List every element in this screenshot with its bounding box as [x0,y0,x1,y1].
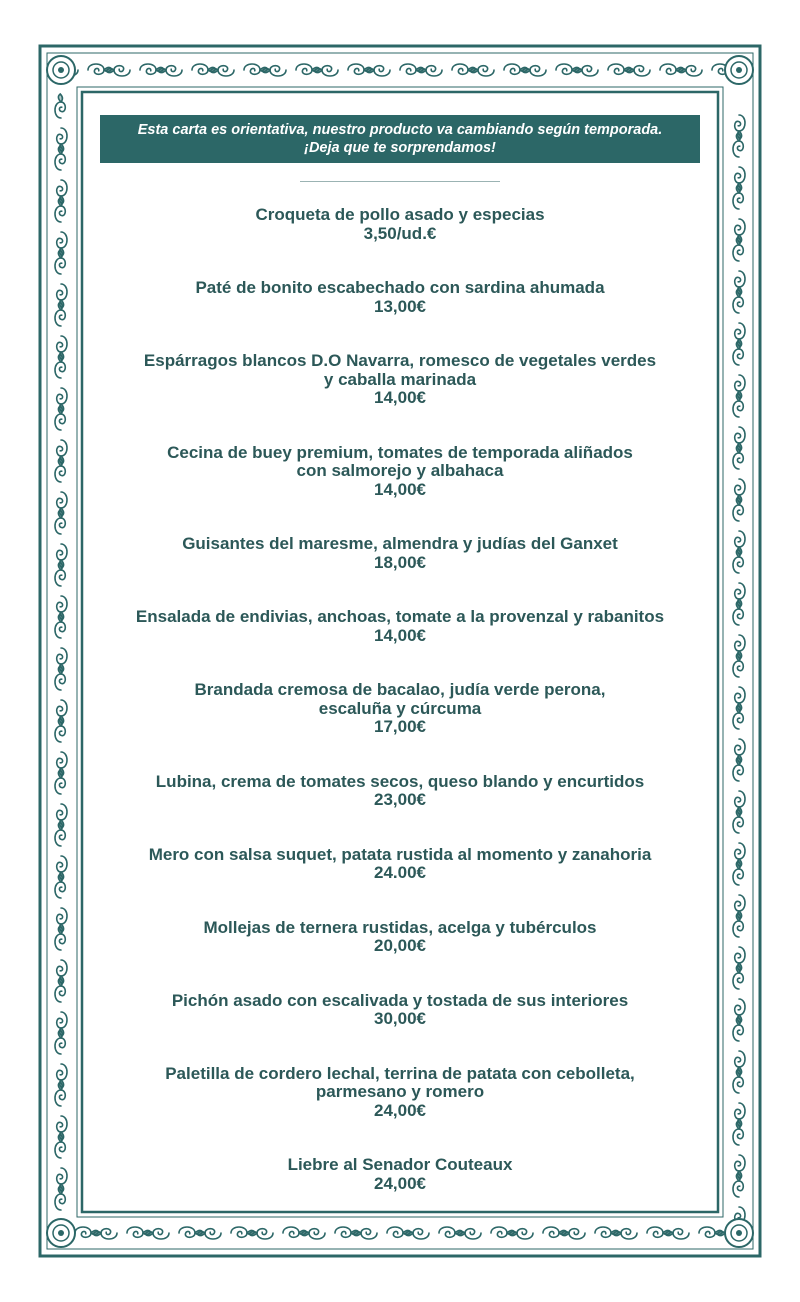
dish-name: Paté de bonito escabechado con sardina ahumada [195,278,605,297]
dish-name: Mollejas de ternera rustidas, acelga y tubérculos [203,917,597,937]
dish-price: 14,00€ [374,388,426,407]
dish-name: Liebre al Senador Couteaux [287,1155,513,1174]
dish-name: Brandada cremosa de bacalao, judía verde perona, [194,680,606,699]
dish-name: y caballa marinada [323,369,477,389]
list-item [100,846,700,883]
list-item [100,352,700,408]
list-item [100,444,700,500]
list-item [100,279,700,316]
dish-price: 17,00€ [374,717,426,736]
dish-price: 3,50/ud.€ [363,223,437,243]
dish-name: Espárragos blancos D.O Navarra, romesco de vegetales verdes [143,351,657,370]
banner-line-1: Esta carta es orientativa, nuestro producto va cambiando según temporada. [137,122,663,138]
banner-line-2: ¡Deja que te sorprendamos! [304,140,496,156]
list-item [100,1065,700,1121]
dish-price: 20,00€ [374,936,426,955]
dish-name: con salmorejo y albahaca [296,461,504,480]
dish-price: 14,00€ [374,479,426,499]
dish-price: 18,00€ [374,552,426,572]
dish-price: 13,00€ [374,296,426,316]
list-item [100,992,700,1029]
dish-name: Cecina de buey premium, tomates de temporada aliñados [167,442,633,462]
dish-price: 14,00€ [374,625,426,645]
dish-name: Croqueta de pollo asado y especias [255,205,545,224]
dish-name: Ensalada de endivias, anchoas, tomate a la provenzal y rabanitos [135,607,665,626]
dish-name: Lubina, crema de tomates secos, queso blando y encurtidos [155,771,645,791]
dish-name: Mero con salsa suquet, patata rustida al momento y zanahoria [148,844,652,864]
dish-price: 24.00€ [374,863,426,882]
dish-list [100,206,700,1229]
dish-name: parmesano y romero [315,1082,485,1101]
dish-name: escaluña y cúrcuma [318,698,482,718]
list-item [100,608,700,645]
list-item [100,1156,700,1193]
dish-price: 24,00€ [374,1173,426,1193]
dish-price: 23,00€ [374,790,426,809]
list-item [100,773,700,810]
dish-name: Pichón asado con escalivada y tostada de sus interiores [171,990,629,1010]
dish-price: 24,00€ [374,1100,426,1120]
list-item [100,919,700,956]
divider [300,181,500,182]
dish-name: Guisantes del maresme, almendra y judías del Ganxet [182,534,618,553]
list-item [100,206,700,243]
seasonal-notice-banner [100,115,700,163]
list-item [100,535,700,572]
dish-price: 30,00€ [374,1009,426,1028]
dish-name: Paletilla de cordero lechal, terrina de patata con cebolleta, [165,1063,635,1083]
list-item [100,681,700,737]
